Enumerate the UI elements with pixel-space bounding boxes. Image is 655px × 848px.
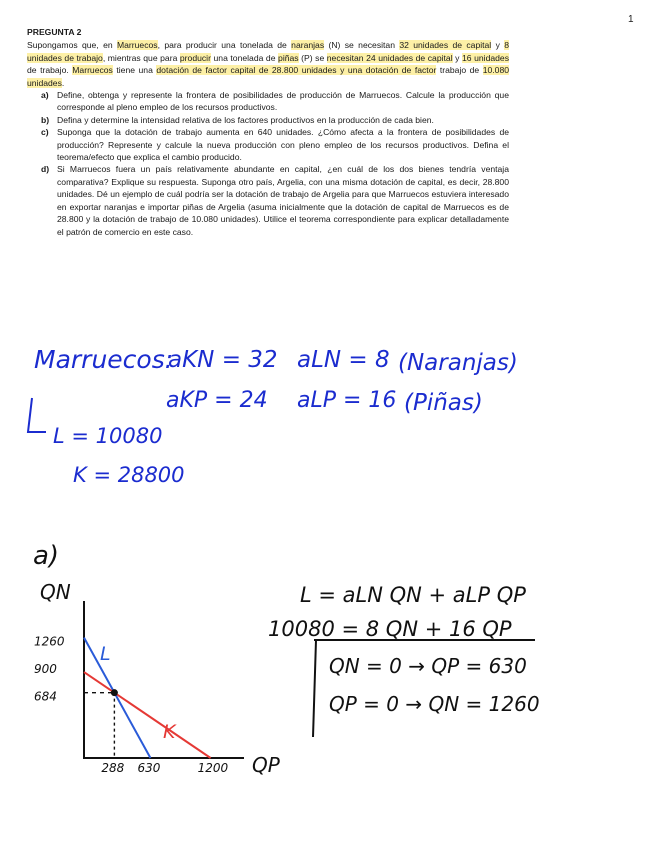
item-letter: c) [41,127,49,138]
highlighted-text: Marruecos [116,40,158,51]
intro-text: , para producir una tonelada de [157,40,292,51]
y-tick-label: 900 [34,662,57,677]
y-axis-label: QN [40,580,71,604]
x-tick-label: 630 [137,761,161,775]
hw-eq-numeric: 10080 = 8 QN + 16 QP [268,617,512,641]
intro-text: y [491,40,505,51]
series-line-l [84,638,150,758]
intersection-point [111,689,118,696]
hw-part-label: a) [33,541,60,571]
intro-text: tiene una [112,65,157,76]
highlighted-text: piñas [278,52,299,63]
item-text: Si Marruecos fuera un país relativamente abundante en capital, ¿en cuál de los dos bienes tendría ventaja comparativa? Explique su respuesta. Suponga otro país, Argelia, con una misma dotación de capital, es decir, 28.800 unidades. Dé un ejemplo de cuál podría ser la dotación de trabajo de Argelia para que Marruecos estuviera interesado en exportar naranjas e importar piñas de Argelia (asuma inicialmente que la dotación de capital de Marruecos es de 28.800 y la dotación de trabajo de 10.080 unidades). Utilice el teorema correspondiente para explicar detalladamente el patrón de comercio en este caso. [57,164,509,237]
hw-case2: QP = 0 → QN = 1260 [329,692,540,716]
item-letter: a) [41,90,49,101]
hw-case1: QN = 0 → QP = 630 [329,654,527,678]
hw-note-naranjas: (Naranjas) [398,350,518,376]
x-axis-label: QP [252,753,280,777]
item-letter: b) [41,114,50,125]
series-label-k: K [163,721,176,743]
x-tick-label: 288 [101,761,125,775]
handwritten-notes [34,345,518,487]
series-label-l: L [100,643,111,665]
hw-akp: aKP = 24 [166,388,268,413]
hw-note-pinas: (Piñas) [404,390,483,416]
hw-bracket [28,398,46,432]
intro-text: (P) se [298,52,327,63]
highlighted-text: naranjas [291,40,325,51]
intro-text: de trabajo. [27,65,73,76]
ppf-chart [34,580,281,777]
intro-text: y [452,52,463,63]
series-line-k [84,672,211,758]
hw-capital: K = 28800 [73,463,185,487]
item-text: Suponga que la dotación de trabajo aumenta en 640 unidades. ¿Cómo afecta a la frontera de posibilidades de producción? Represente y calcule la nueva producción con pleno empleo de los recursos productivos. Defina el teorema/efecto que explica el cambio producido. [57,127,509,163]
hw-aln: aLN = 8 [297,347,390,373]
highlighted-text: 32 unidades de capital [399,40,492,51]
intro-text: , mientras que para [102,52,180,63]
highlighted-text: 16 unidades [462,52,510,63]
highlighted-text: dotación de factor capital de 28.800 unidades y una dotación de factor [156,65,437,76]
y-tick-label: 1260 [34,634,65,649]
question-title: PREGUNTA 2 [27,27,82,37]
page-number: 1 [628,14,634,25]
intro-text: una tonelada de [210,52,279,63]
highlighted-text: necesitan 24 unidades de capital [326,52,453,63]
highlighted-text: 8 unidades de trabajo [27,40,509,63]
item-text: Define, obtenga y represente la frontera de posibilidades de producción de Marruecos. Calcule la producción que corresponde al pleno empleo de los recursos productivos. [57,90,509,113]
highlighted-text: Marruecos [72,65,113,76]
intro-text: Supongamos que, en [27,40,117,51]
intro-text: (N) se necesitan [324,40,400,51]
hw-labor: L = 10080 [53,424,163,448]
item-letter: d) [41,164,50,175]
highlighted-text: producir [179,52,211,63]
hw-alp: aLP = 16 [297,388,397,413]
hw-country: Marruecos: [34,345,174,374]
intro-text: . [61,77,65,88]
item-text: Defina y determine la intensidad relativa de los factores productivos en la producción de cada bien. [57,114,434,125]
y-tick-label: 684 [34,689,57,704]
intro-text: trabajo de [436,65,483,76]
hw-akn: aKN = 32 [168,347,278,373]
hw-eq-general: L = aLN QN + aLP QP [300,583,526,607]
x-tick-label: 1200 [197,761,229,775]
highlighted-text: 10.080 unidades [27,65,510,88]
